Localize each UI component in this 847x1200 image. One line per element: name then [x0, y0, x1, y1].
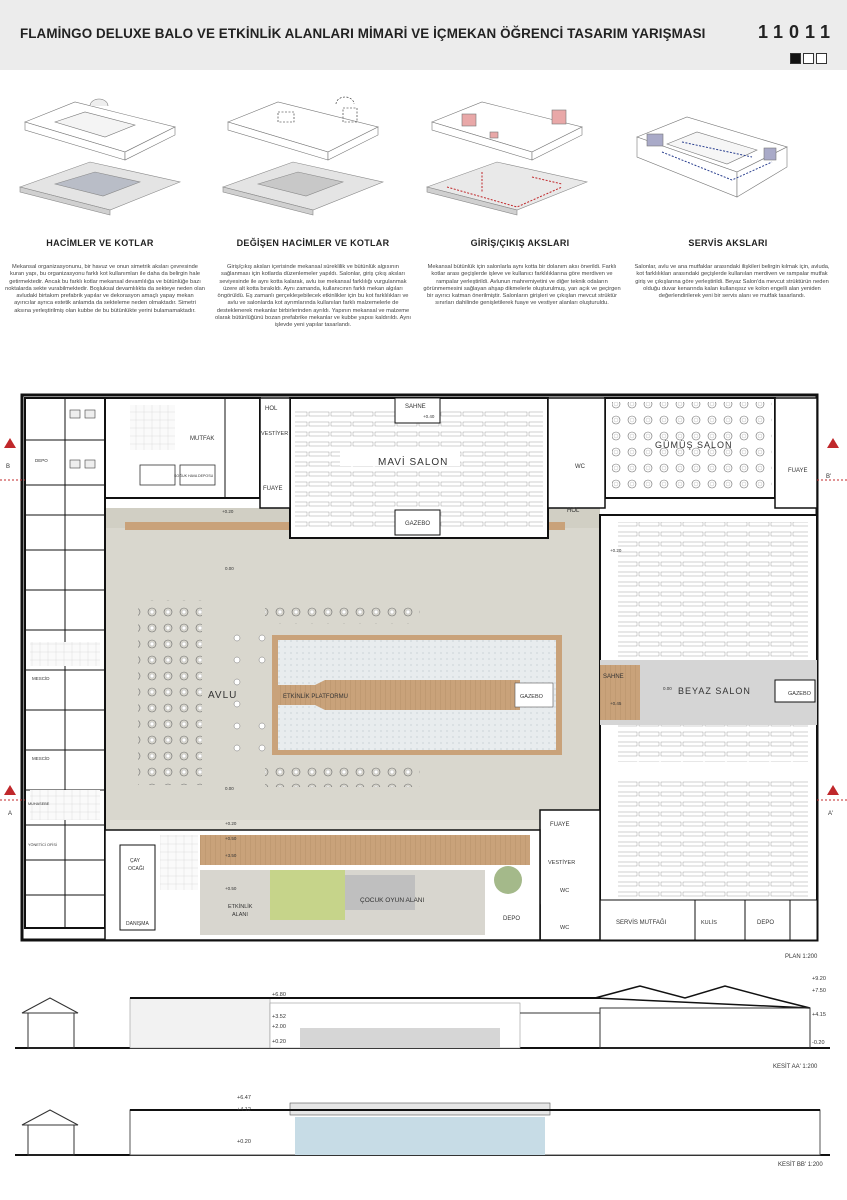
aa-level-5: +3.52: [272, 1014, 286, 1020]
label-gazebo-pool: GAZEBO: [520, 694, 543, 700]
label-servis-mutfagi: SERVİS MUTFAĞI: [616, 920, 667, 926]
aa-level-3: +6.80: [272, 992, 286, 998]
competition-title: FLAMİNGO DELUXE BALO VE ETKİNLİK ALANLARI MİMARİ VE İÇMEKAN ÖĞRENCİ TASARIM YARIŞMASI: [20, 26, 706, 41]
level-east-walk: +0.20: [610, 548, 622, 553]
bb-level-1: +6.47: [237, 1095, 251, 1101]
level-south-2: +0.50: [225, 836, 237, 841]
aa-caption: KESİT AA' 1:200: [773, 1064, 818, 1070]
concept-body-2: Giriş/çıkış aksları içerisinde mekansal süreklilik ve bütünlük algısının sağlanması için kotlarda düzenlemeler yapıldı. Salonlar, giriş çıkış aksları seviyesinde ile aynı kotta kalarak, avlu ise mekansal farklılığı vurgulanmak üzere alt kotta bırakıldı. Aynı zamanda, kullanıcının farklı mekan algıları öngörüldü. Eş zamanlı gerçekleşebilecek etkinlikler için bu kot farklılıkları ve avlu ve salonlarda kot ayrımlarında kullanılan farklı malzemelerle de desteklenerek mekanlar birbirlerinden ayrıldı. Yapının mekansal ve malzeme olarak bütünlüğünü bozan prefabrike mekanlar ve kubbe yapısı kaldırıldı. Aynı işlevde yeni yapılar tasarlandı.: [215, 264, 411, 329]
level-courtyard-2: 0.00: [225, 786, 234, 791]
courtyard-tables-west: [138, 600, 202, 785]
concept-body-1: Mekansal organizasyonunu, bir havuz ve onun simetrik aksları çevresinde kuran yapı, bu organizasyonu farklı kot kullanımları ile daha da belirgin hale getirmektedir. Ancak bu farklı kotlar mekansal devamlılığa ve bütünlüğe bazı noktalarda sekte vurabilmektedir. Boşluksal devamlılıkta da sekteye neden olan avludaki birtakım prefabrik yapılar ve dekorasyon amaçlı yapay mekan ayırıcılar ayrıca estetik anlamda da sekteleme neden olmaktadır. Simetri aksına yerleştirilmiş olan kubbe de bu bütünlükte yerini bulamamaktadır.: [5, 264, 205, 314]
aa-level-6: +2.00: [272, 1024, 286, 1030]
concept-title-2: DEĞİŞEN HACİMLER VE KOTLAR: [236, 238, 390, 248]
aa-level-7: +0.20: [272, 1039, 286, 1045]
diagram-volumes-levels: [15, 92, 185, 222]
level-south-1: +0.20: [225, 821, 237, 826]
label-platform: ETKİNLİK PLATFORMU: [283, 694, 348, 700]
level-etkinlik: +0.50: [225, 886, 237, 891]
aa-level-8: -0.20: [812, 1040, 825, 1046]
label-sahne-mavi: SAHNE: [405, 404, 426, 410]
concept-title-4: SERVİS AKSLARI: [688, 238, 768, 248]
label-vestiyer-south: VESTİYER: [548, 860, 576, 866]
courtyard-tables-north: [265, 602, 420, 624]
courtyard-tables-south: [265, 765, 420, 787]
label-mutfak: MUTFAK: [190, 436, 215, 442]
section-bb: [0, 1085, 847, 1170]
label-etkinlik-alani-2: ALANI: [232, 912, 248, 918]
label-mavi-salon: MAVİ SALON: [378, 457, 449, 468]
section-label-a: A: [8, 811, 13, 817]
section-label-a-prime: A': [828, 811, 834, 817]
concept-title-1: HACİMLER VE KOTLAR: [46, 238, 154, 248]
concept-body-3: Mekansal bütünlük için salonlarla aynı kotta bir dolanım aksı önerildi. Farklı kotlar arası geçişlerde işleve ve kullanıcı farklılıklarına göre merdiven ve rampalar yerleştirildi. Avlunun mahremiyetini ve diğer teknik odaların görünmemesini sağlayan ahşap dikmelerle oluşturulmuş, yarı açık ve geçirgen bir ayırıcı katman önerilmiştir. Salonların girişleri ve çıkışları mevcut strüktür sınırları dahilinde genişletilerek fuaye ve vestiyer alanları oluşturuldu.: [423, 264, 621, 307]
label-sahne-beyaz: SAHNE: [603, 674, 624, 680]
label-mescid-1: MESCİD: [32, 676, 50, 681]
level-sahne-beyaz: +0.45: [610, 701, 622, 706]
label-beyaz-salon: BEYAZ SALON: [678, 686, 751, 696]
label-hol-west: HOL: [265, 406, 278, 412]
label-etkinlik-alani-1: ETKİNLİK: [228, 904, 253, 910]
label-hol-east: HOL: [567, 508, 580, 514]
diagram-changed-volumes: [218, 92, 388, 222]
label-gazebo-beyaz: GAZEBO: [788, 691, 811, 697]
label-gazebo-mavi: GAZEBO: [405, 521, 431, 527]
level-courtyard-1: 0.00: [225, 566, 234, 571]
label-cay-2: OCAĞI: [128, 866, 145, 872]
page-indicator-2: [803, 53, 814, 64]
section-label-b-prime: B': [826, 474, 832, 480]
label-yonetici: YÖNETİCİ OFİSİ: [28, 843, 57, 847]
label-gumus-salon: GÜMÜŞ SALON: [655, 440, 733, 450]
bb-level-2: +4.12: [237, 1107, 251, 1113]
level-south-3: +3.50: [225, 853, 237, 858]
concept-title-3: GİRİŞ/ÇIKIŞ AKSLARI: [470, 238, 570, 248]
section-marker-b-prime: [817, 438, 847, 480]
aa-level-4: +4.15: [812, 1012, 826, 1018]
floor-plan: [0, 380, 847, 955]
label-wc-south-1: WC: [560, 888, 570, 894]
page-indicator-1: [790, 53, 801, 64]
page-indicator-3: [816, 53, 827, 64]
label-mescid-2: MESCİD: [32, 756, 50, 761]
label-muhasebe: MUHASEBE: [28, 802, 50, 806]
section-aa: [0, 968, 847, 1076]
level-north-walk: +0.20: [222, 509, 234, 514]
label-cay-1: ÇAY: [130, 858, 140, 864]
label-wc-north: WC: [575, 464, 585, 470]
south-east-services: [540, 810, 600, 940]
label-vestiyer-north: VESTİYER: [261, 431, 289, 437]
header-bar: [0, 0, 847, 70]
label-depo-east: DEPO: [757, 920, 775, 926]
plan-caption: PLAN 1:200: [785, 954, 818, 960]
level-sahne-mavi: +0.40: [423, 414, 435, 419]
label-avlu: AVLU: [208, 690, 238, 701]
label-kulis: KULİS: [701, 920, 717, 926]
label-depo-west: DEPO: [35, 458, 48, 463]
section-marker-a-prime: [817, 785, 847, 800]
level-beyaz: 0.00: [663, 686, 672, 691]
label-fuaye-south: FUAYE: [550, 822, 570, 828]
section-label-b: B: [6, 464, 11, 470]
label-fuaye-west: FUAYE: [263, 486, 283, 492]
aa-level-2: +7.50: [812, 988, 826, 994]
concept-body-4: Salonlar, avlu ve ana mutfaklar arasındaki ilişkileri belirgin kılmak için, avluda, kot farklılıkları arasındaki geçişlerde kullanılan merdiven ve rampalar mutfak giriş ve çıkışlarına göre yerleştirildi. Beyaz Salon'da mevcut strüktürün neden olduğu duvar kenarında kalan kullanışsız ve kolon engelli alan yeniden değerlendirilerek yeni bir servis alanı ve mutfak tasarlandı.: [634, 264, 830, 300]
diagram-entrance-axes: [422, 92, 592, 222]
north-wc-block: [548, 398, 605, 508]
entry-code: 11011: [758, 22, 837, 42]
aa-level-1: +9.20: [812, 976, 826, 982]
label-danisma: DANIŞMA: [126, 921, 149, 927]
bb-level-3: +0.20: [237, 1139, 251, 1145]
label-fuaye-east: FUAYE: [788, 468, 808, 474]
diagram-service-axes: [622, 92, 792, 222]
label-depo-south: DEPO: [503, 916, 521, 922]
label-soguk-depo: SOĞUK HAVA DEPOSU: [174, 474, 214, 478]
label-wc-south-2: WC: [560, 925, 570, 931]
bb-caption: KESİT BB' 1:200: [778, 1162, 823, 1168]
label-cocuk-oyun: ÇOCUK OYUN ALANI: [360, 897, 425, 904]
